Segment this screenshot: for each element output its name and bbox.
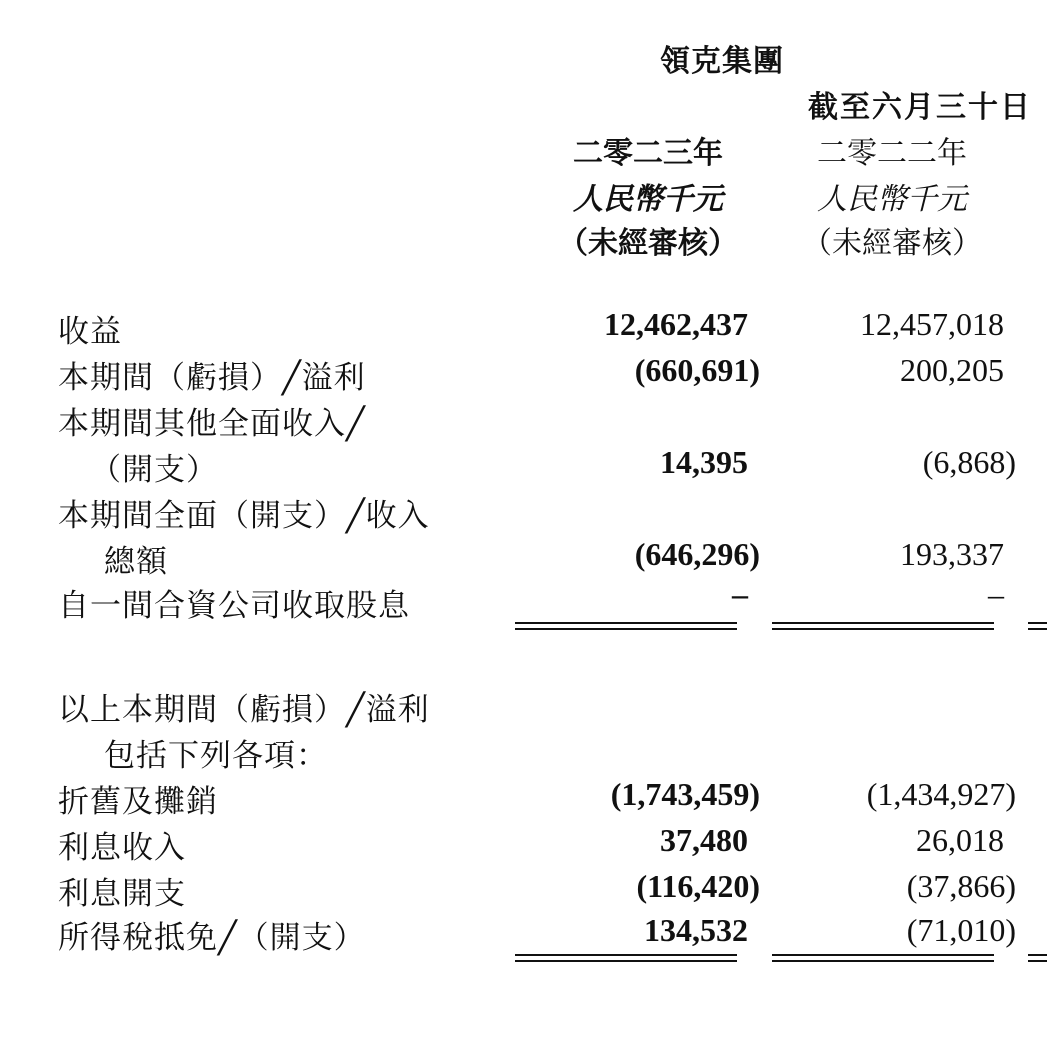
period-heading: 截至六月三十日 bbox=[808, 90, 1032, 125]
value-interest-income-2022: 26,018 bbox=[916, 822, 1004, 858]
double-rule-col1-top bbox=[515, 622, 737, 624]
value-interest-expense-2022: (37,866) bbox=[906, 868, 1016, 904]
value-profit-2022: 200,205 bbox=[900, 352, 1004, 388]
row-label-oci-line1: 本期間其他全面收入╱ bbox=[58, 406, 366, 442]
col1-year: 二零二三年 bbox=[573, 136, 723, 171]
double-rule2-col3-bottom bbox=[1028, 960, 1047, 962]
value-interest-expense-2023: (116,420) bbox=[636, 868, 760, 904]
double-rule2-col1-bottom bbox=[515, 960, 737, 962]
section2-heading-line1: 以上本期間（虧損）╱溢利 bbox=[58, 692, 430, 728]
value-profit-2023: (660,691) bbox=[634, 352, 760, 388]
value-dividends-2022: – bbox=[988, 576, 1004, 612]
double-rule-col2-bottom bbox=[772, 628, 994, 630]
row-label-tax: 所得稅抵免╱（開支） bbox=[58, 920, 366, 956]
col1-unit: 人民幣千元 bbox=[573, 182, 723, 217]
value-tax-2022: (71,010) bbox=[906, 912, 1016, 948]
value-interest-income-2023: 37,480 bbox=[660, 822, 748, 858]
col2-year: 二零二二年 bbox=[817, 136, 967, 171]
double-rule-col2-top bbox=[772, 622, 994, 624]
section2-heading-line2: 包括下列各項： bbox=[104, 738, 328, 774]
double-rule2-col3-top bbox=[1028, 954, 1047, 956]
row-label-dividends: 自一間合資公司收取股息 bbox=[58, 588, 410, 624]
value-dividends-2023: – bbox=[732, 576, 748, 612]
row-label-total-ci-line1: 本期間全面（開支）╱收入 bbox=[58, 498, 430, 534]
value-depreciation-2023: (1,743,459) bbox=[610, 776, 760, 812]
row-label-interest-income: 利息收入 bbox=[58, 830, 186, 866]
row-label-total-ci-line2: 總額 bbox=[104, 544, 168, 580]
row-label-oci-line2: （開支） bbox=[90, 452, 218, 488]
col1-audit: （未經審核） bbox=[558, 226, 738, 261]
row-label-depreciation: 折舊及攤銷 bbox=[58, 784, 218, 820]
double-rule-col1-bottom bbox=[515, 628, 737, 630]
double-rule2-col1-top bbox=[515, 954, 737, 956]
value-oci-2022: (6,868) bbox=[922, 444, 1016, 480]
value-revenue-2022: 12,457,018 bbox=[860, 306, 1004, 342]
col2-unit: 人民幣千元 bbox=[817, 182, 967, 217]
value-total-ci-2023: (646,296) bbox=[634, 536, 760, 572]
value-total-ci-2022: 193,337 bbox=[900, 536, 1004, 572]
double-rule-col3-top bbox=[1028, 622, 1047, 624]
value-depreciation-2022: (1,434,927) bbox=[866, 776, 1016, 812]
row-label-revenue: 收益 bbox=[58, 314, 122, 350]
row-label-profit: 本期間（虧損）╱溢利 bbox=[58, 360, 366, 396]
value-tax-2023: 134,532 bbox=[644, 912, 748, 948]
group-title: 領克集團 bbox=[660, 44, 784, 79]
value-revenue-2023: 12,462,437 bbox=[604, 306, 748, 342]
row-label-interest-expense: 利息開支 bbox=[58, 876, 186, 912]
double-rule2-col2-top bbox=[772, 954, 994, 956]
double-rule2-col2-bottom bbox=[772, 960, 994, 962]
value-oci-2023: 14,395 bbox=[660, 444, 748, 480]
col2-audit: （未經審核） bbox=[802, 226, 982, 261]
double-rule-col3-bottom bbox=[1028, 628, 1047, 630]
